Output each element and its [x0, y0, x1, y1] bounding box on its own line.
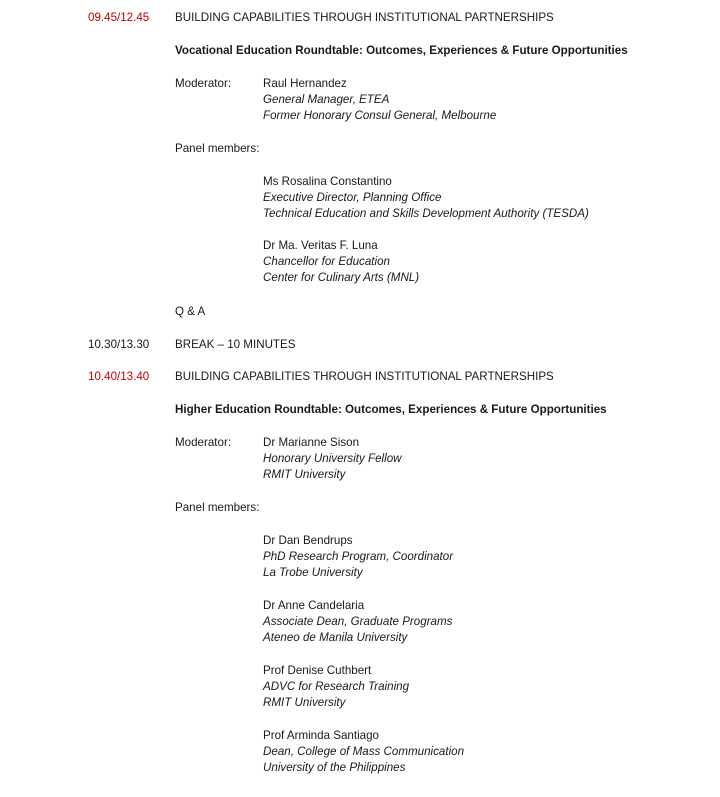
- break-label: BREAK – 10 MINUTES: [175, 338, 296, 351]
- session2-moderator-label: Moderator:: [175, 436, 232, 449]
- panelist-name: Dr Dan Bendrups: [263, 534, 353, 547]
- session1-time: 09.45/12.45: [88, 11, 150, 24]
- session1-moderator-org: Former Honorary Consul General, Melbourne: [263, 109, 497, 122]
- session2-moderator-name: Dr Marianne Sison: [263, 436, 360, 449]
- session1-title: Vocational Education Roundtable: Outcomes, Experiences & Future Opportunities: [175, 44, 628, 57]
- panelist-name: Dr Ma. Veritas F. Luna: [263, 239, 378, 252]
- panelist-role: Chancellor for Education: [263, 255, 390, 268]
- panelist-org: Center for Culinary Arts (MNL): [263, 271, 420, 284]
- panelist-name: Ms Rosalina Constantino: [263, 175, 392, 188]
- panelist-role: Executive Director, Planning Office: [263, 191, 442, 204]
- panelist-name: Prof Denise Cuthbert: [263, 664, 372, 677]
- session2-moderator-org: RMIT University: [263, 468, 346, 481]
- session1-moderator-name: Raul Hernandez: [263, 77, 347, 90]
- panelist-org: RMIT University: [263, 696, 346, 709]
- panelist-role: Dean, College of Mass Communication: [263, 745, 465, 758]
- panelist-role: ADVC for Research Training: [263, 680, 410, 693]
- session1-qa: Q & A: [175, 305, 206, 318]
- session2-time: 10.40/13.40: [88, 370, 150, 383]
- panelist-org: Ateneo de Manila University: [263, 631, 408, 644]
- panelist-org: University of the Philippines: [263, 761, 406, 774]
- session1-moderator-label: Moderator:: [175, 77, 232, 90]
- session2-title: Higher Education Roundtable: Outcomes, Experiences & Future Opportunities: [175, 403, 607, 416]
- session2-heading: BUILDING CAPABILITIES THROUGH INSTITUTIONAL PARTNERSHIPS: [175, 370, 554, 383]
- panelist-role: Associate Dean, Graduate Programs: [263, 615, 453, 628]
- session2-moderator-role: Honorary University Fellow: [263, 452, 402, 465]
- panelist-name: Prof Arminda Santiago: [263, 729, 380, 742]
- panelist-org: Technical Education and Skills Development Authority (TESDA): [263, 207, 589, 220]
- session1-moderator-role: General Manager, ETEA: [263, 93, 390, 106]
- break-time: 10.30/13.30: [88, 338, 150, 351]
- panelist-org: La Trobe University: [263, 566, 363, 579]
- session2-panel-label: Panel members:: [175, 501, 260, 514]
- panelist-name: Dr Anne Candelaria: [263, 599, 365, 612]
- panelist-role: PhD Research Program, Coordinator: [263, 550, 454, 563]
- session1-panel-label: Panel members:: [175, 142, 260, 155]
- session1-heading: BUILDING CAPABILITIES THROUGH INSTITUTIONAL PARTNERSHIPS: [175, 11, 554, 24]
